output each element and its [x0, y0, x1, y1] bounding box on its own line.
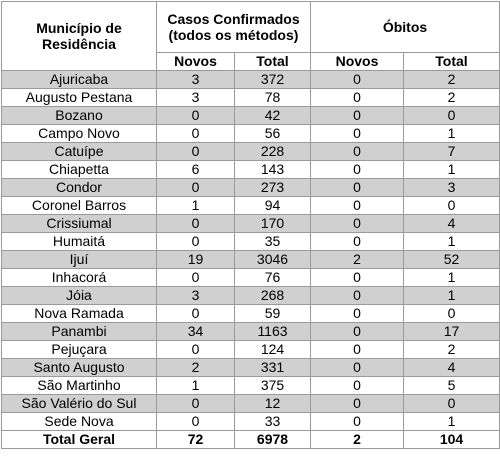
- table-row: [2, 107, 500, 125]
- cell-casos-novos: 3: [157, 89, 235, 107]
- cell-casos-total: 35: [235, 233, 311, 251]
- cell-casos-total: 273: [235, 179, 311, 197]
- table-row: [2, 233, 500, 251]
- table-row: [2, 89, 500, 107]
- cell-municipio: Coronel Barros: [2, 197, 157, 215]
- cell-obitos-novos: 0: [311, 179, 404, 197]
- table-row: [2, 323, 500, 341]
- cell-casos-novos: 2: [157, 359, 235, 377]
- cell-municipio: Chiapetta: [2, 161, 157, 179]
- cell-municipio: Ijuí: [2, 251, 157, 269]
- cell-municipio: Santo Augusto: [2, 359, 157, 377]
- table-row: [2, 287, 500, 305]
- table-row: [2, 269, 500, 287]
- header-municipio: Município de Residência: [2, 2, 157, 71]
- cell-obitos-total: 1: [404, 413, 500, 431]
- cell-obitos-total: 7: [404, 143, 500, 161]
- table-row: [2, 413, 500, 431]
- header-obitos-total: Total: [404, 53, 500, 71]
- table-row: [2, 179, 500, 197]
- table-row: [2, 143, 500, 161]
- table-row: [2, 359, 500, 377]
- cell-casos-novos: 0: [157, 395, 235, 413]
- cell-casos-novos: 3: [157, 71, 235, 89]
- cell-obitos-total: 1: [404, 161, 500, 179]
- cell-obitos-total: 0: [404, 305, 500, 323]
- cell-obitos-novos: 2: [311, 251, 404, 269]
- header-obitos-novos: Novos: [311, 53, 404, 71]
- cell-obitos-total: 0: [404, 395, 500, 413]
- cell-obitos-total: 4: [404, 215, 500, 233]
- cell-municipio: Jóia: [2, 287, 157, 305]
- cell-casos-total: 59: [235, 305, 311, 323]
- cell-casos-total: 94: [235, 197, 311, 215]
- cell-obitos-novos: 0: [311, 161, 404, 179]
- table-header: [2, 2, 500, 71]
- cell-obitos-total: 2: [404, 341, 500, 359]
- cell-casos-total: 228: [235, 143, 311, 161]
- header-casos-total: Total: [235, 53, 311, 71]
- cell-casos-total: 1163: [235, 323, 311, 341]
- table-footer: [2, 431, 500, 449]
- cell-casos-total: 143: [235, 161, 311, 179]
- cell-municipio: Campo Novo: [2, 125, 157, 143]
- table-row: [2, 341, 500, 359]
- cell-casos-novos: 0: [157, 341, 235, 359]
- cell-obitos-novos: 0: [311, 233, 404, 251]
- table-row: [2, 71, 500, 89]
- cell-casos-novos: 0: [157, 107, 235, 125]
- cell-obitos-novos: 0: [311, 305, 404, 323]
- cell-obitos-novos: 0: [311, 341, 404, 359]
- cell-municipio: Catuípe: [2, 143, 157, 161]
- cell-casos-novos: 19: [157, 251, 235, 269]
- cell-casos-total: 12: [235, 395, 311, 413]
- cell-casos-novos: 0: [157, 233, 235, 251]
- table-row: [2, 305, 500, 323]
- cell-casos-total: 78: [235, 89, 311, 107]
- cell-obitos-novos: 0: [311, 287, 404, 305]
- cell-municipio: Ajuricaba: [2, 71, 157, 89]
- cell-casos-novos: 1: [157, 377, 235, 395]
- cell-obitos-novos: 0: [311, 413, 404, 431]
- cell-obitos-novos: 0: [311, 215, 404, 233]
- total-label: Total Geral: [2, 431, 157, 449]
- cell-municipio: Inhacorá: [2, 269, 157, 287]
- cell-obitos-total: 4: [404, 359, 500, 377]
- header-casos-novos: Novos: [157, 53, 235, 71]
- cell-municipio: Sede Nova: [2, 413, 157, 431]
- cell-obitos-novos: 0: [311, 395, 404, 413]
- table-row: [2, 215, 500, 233]
- cell-obitos-novos: 0: [311, 323, 404, 341]
- cell-obitos-total: 1: [404, 233, 500, 251]
- cell-casos-novos: 34: [157, 323, 235, 341]
- cell-casos-novos: 0: [157, 215, 235, 233]
- cell-municipio: Condor: [2, 179, 157, 197]
- table-row: [2, 395, 500, 413]
- cell-municipio: Pejuçara: [2, 341, 157, 359]
- table-row: [2, 377, 500, 395]
- total-casos-novos: 72: [157, 431, 235, 449]
- cell-obitos-total: 3: [404, 179, 500, 197]
- table-row: [2, 161, 500, 179]
- cell-obitos-total: 2: [404, 71, 500, 89]
- cell-casos-total: 331: [235, 359, 311, 377]
- cell-casos-novos: 1: [157, 197, 235, 215]
- cell-casos-total: 42: [235, 107, 311, 125]
- cell-casos-total: 170: [235, 215, 311, 233]
- cell-casos-total: 33: [235, 413, 311, 431]
- cell-obitos-total: 0: [404, 197, 500, 215]
- cell-casos-total: 268: [235, 287, 311, 305]
- cell-obitos-total: 2: [404, 89, 500, 107]
- cell-casos-total: 375: [235, 377, 311, 395]
- cell-obitos-novos: 0: [311, 143, 404, 161]
- cell-obitos-total: 1: [404, 125, 500, 143]
- cell-obitos-novos: 0: [311, 377, 404, 395]
- cell-obitos-novos: 0: [311, 197, 404, 215]
- table-row: [2, 197, 500, 215]
- covid-table-container: [1, 1, 499, 449]
- cell-obitos-novos: 0: [311, 89, 404, 107]
- cell-obitos-total: 0: [404, 107, 500, 125]
- cell-obitos-novos: 0: [311, 125, 404, 143]
- cell-obitos-total: 52: [404, 251, 500, 269]
- table-row: [2, 125, 500, 143]
- covid-cases-table: [1, 1, 500, 449]
- cell-municipio: Panambi: [2, 323, 157, 341]
- cell-obitos-novos: 0: [311, 359, 404, 377]
- cell-municipio: Nova Ramada: [2, 305, 157, 323]
- header-casos-confirmados: Casos Confirmados (todos os métodos): [157, 2, 311, 53]
- cell-obitos-novos: 0: [311, 107, 404, 125]
- cell-casos-novos: 0: [157, 305, 235, 323]
- cell-casos-total: 76: [235, 269, 311, 287]
- cell-municipio: Humaitá: [2, 233, 157, 251]
- cell-casos-novos: 0: [157, 413, 235, 431]
- cell-municipio: Crissiumal: [2, 215, 157, 233]
- total-row: [2, 431, 500, 449]
- cell-obitos-total: 5: [404, 377, 500, 395]
- table-row: [2, 251, 500, 269]
- cell-obitos-novos: 0: [311, 71, 404, 89]
- cell-casos-novos: 6: [157, 161, 235, 179]
- cell-casos-novos: 0: [157, 125, 235, 143]
- cell-casos-novos: 0: [157, 143, 235, 161]
- header-obitos: Óbitos: [311, 2, 500, 53]
- total-casos-total: 6978: [235, 431, 311, 449]
- cell-obitos-total: 1: [404, 287, 500, 305]
- cell-casos-novos: 3: [157, 287, 235, 305]
- cell-municipio: São Martinho: [2, 377, 157, 395]
- cell-obitos-total: 17: [404, 323, 500, 341]
- cell-casos-novos: 0: [157, 179, 235, 197]
- cell-casos-total: 3046: [235, 251, 311, 269]
- cell-municipio: São Valério do Sul: [2, 395, 157, 413]
- cell-casos-total: 372: [235, 71, 311, 89]
- table-body: [2, 71, 500, 431]
- cell-casos-total: 124: [235, 341, 311, 359]
- cell-municipio: Bozano: [2, 107, 157, 125]
- cell-obitos-total: 1: [404, 269, 500, 287]
- cell-casos-novos: 0: [157, 269, 235, 287]
- total-obitos-novos: 2: [311, 431, 404, 449]
- cell-obitos-novos: 0: [311, 269, 404, 287]
- cell-municipio: Augusto Pestana: [2, 89, 157, 107]
- total-obitos-total: 104: [404, 431, 500, 449]
- cell-casos-total: 56: [235, 125, 311, 143]
